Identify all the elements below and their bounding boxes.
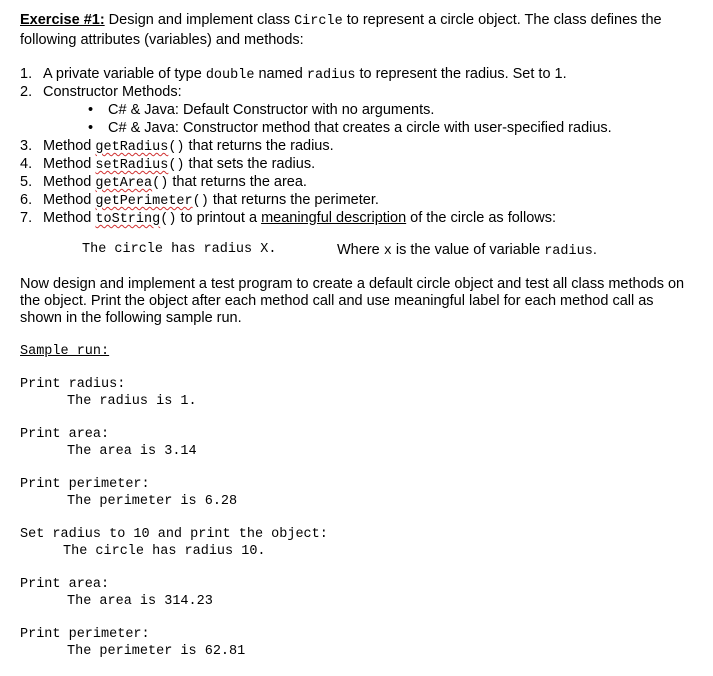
exercise-heading: Exercise #1: [20, 12, 105, 28]
list-text: Method [43, 174, 96, 190]
bullet-item-1 [20, 101, 700, 119]
method-parens: () [152, 176, 169, 191]
sample-block [20, 526, 620, 576]
list-item-2 [20, 83, 700, 101]
list-text: to represent the radius. Set to 1. [355, 66, 567, 82]
class-name: Circle [294, 14, 343, 29]
sample-block [20, 376, 620, 426]
intro-text-1: Design and implement class [104, 12, 295, 28]
sample-output: The radius is 1. [67, 394, 197, 409]
list-item-7 [20, 209, 700, 227]
test-program-paragraph: Now design and implement a test program to create a default circle object and test all class methods on the object. Print the object after each method call and use meaningful label for each method call as shown in the following sample run. [20, 276, 685, 326]
where-text: is the value of variable [391, 242, 545, 258]
requirements-list [20, 65, 700, 227]
method-parens: () [160, 212, 177, 227]
where-var-name: radius [544, 244, 593, 259]
sample-block [20, 426, 620, 476]
list-number: 5. [20, 174, 33, 190]
var-radius: radius [306, 68, 356, 83]
list-number: 4. [20, 156, 33, 172]
method-get-area: getArea [95, 176, 153, 191]
list-item-1 [20, 65, 700, 83]
bullet-icon: • [88, 102, 94, 118]
sample-output: The perimeter is 62.81 [67, 644, 246, 659]
method-parens: () [192, 194, 209, 209]
list-item-text: Constructor Methods: [43, 84, 182, 100]
list-text: Method [43, 138, 96, 154]
sample-output: The area is 3.14 [67, 444, 197, 459]
intro-text-2: to represent a circle object. The class defines the following attributes (variables) and methods: [20, 12, 662, 48]
list-text: of the circle as follows: [406, 210, 557, 226]
list-item-3 [20, 137, 700, 155]
list-number: 1. [20, 66, 33, 82]
sample-label: Set radius to 10 and print the object: [20, 527, 328, 542]
method-to-string: toString [95, 212, 161, 227]
list-text: Method [43, 156, 96, 172]
list-item-6 [20, 191, 700, 209]
list-number: 7. [20, 210, 33, 226]
sample-label: Print area: [20, 427, 110, 442]
sample-block [20, 576, 620, 626]
sample-label: Print perimeter: [20, 477, 150, 492]
list-text: named [254, 66, 307, 82]
list-item-text [43, 209, 556, 229]
list-number: 3. [20, 138, 33, 154]
type-double: double [205, 68, 255, 83]
method-get-radius: getRadius [95, 140, 169, 155]
where-text: Where [337, 242, 384, 258]
method-set-radius: setRadius [95, 158, 169, 173]
method-parens: () [168, 158, 185, 173]
bullet-text: C# & Java: Default Constructor with no arguments. [108, 102, 435, 118]
list-text: that returns the area. [168, 174, 307, 190]
where-var: x [383, 244, 392, 259]
sample-block [20, 476, 620, 526]
list-item-text [43, 65, 567, 85]
sample-label: Print perimeter: [20, 627, 150, 642]
list-text: that sets the radius. [184, 156, 316, 172]
method-parens: () [168, 140, 185, 155]
list-item-text [43, 191, 379, 211]
sample-output: The area is 314.23 [67, 594, 213, 609]
list-item-text [43, 137, 334, 157]
sample-output: The circle has radius 10. [63, 544, 266, 559]
tostring-message: The circle has radius X. [82, 242, 277, 257]
meaningful-description-text: meaningful description [261, 210, 407, 226]
list-text: Method [43, 192, 96, 208]
exercise-intro [20, 11, 700, 50]
list-item-text [43, 155, 315, 175]
method-get-perimeter: getPerimeter [95, 194, 193, 209]
sample-output: The perimeter is 6.28 [67, 494, 238, 509]
sample-label: Print area: [20, 577, 110, 592]
list-text: that returns the perimeter. [208, 192, 379, 208]
list-item-text [43, 173, 307, 193]
bullet-icon: • [88, 120, 94, 136]
list-item-4 [20, 155, 700, 173]
bullet-text: C# & Java: Constructor method that creates a circle with user-specified radius. [108, 120, 612, 136]
where-text: . [592, 242, 597, 258]
bullet-item-2 [20, 119, 700, 137]
list-number: 2. [20, 84, 33, 100]
list-text: A private variable of type [43, 66, 206, 82]
sample-run-output [20, 376, 620, 676]
sample-run-label: Sample run: [20, 344, 110, 359]
list-text: that returns the radius. [184, 138, 334, 154]
sample-label: Print radius: [20, 377, 126, 392]
where-note [337, 241, 597, 261]
list-number: 6. [20, 192, 33, 208]
sample-block [20, 626, 620, 676]
list-item-5 [20, 173, 700, 191]
list-text: Method [43, 210, 96, 226]
list-text: to printout a [176, 210, 262, 226]
